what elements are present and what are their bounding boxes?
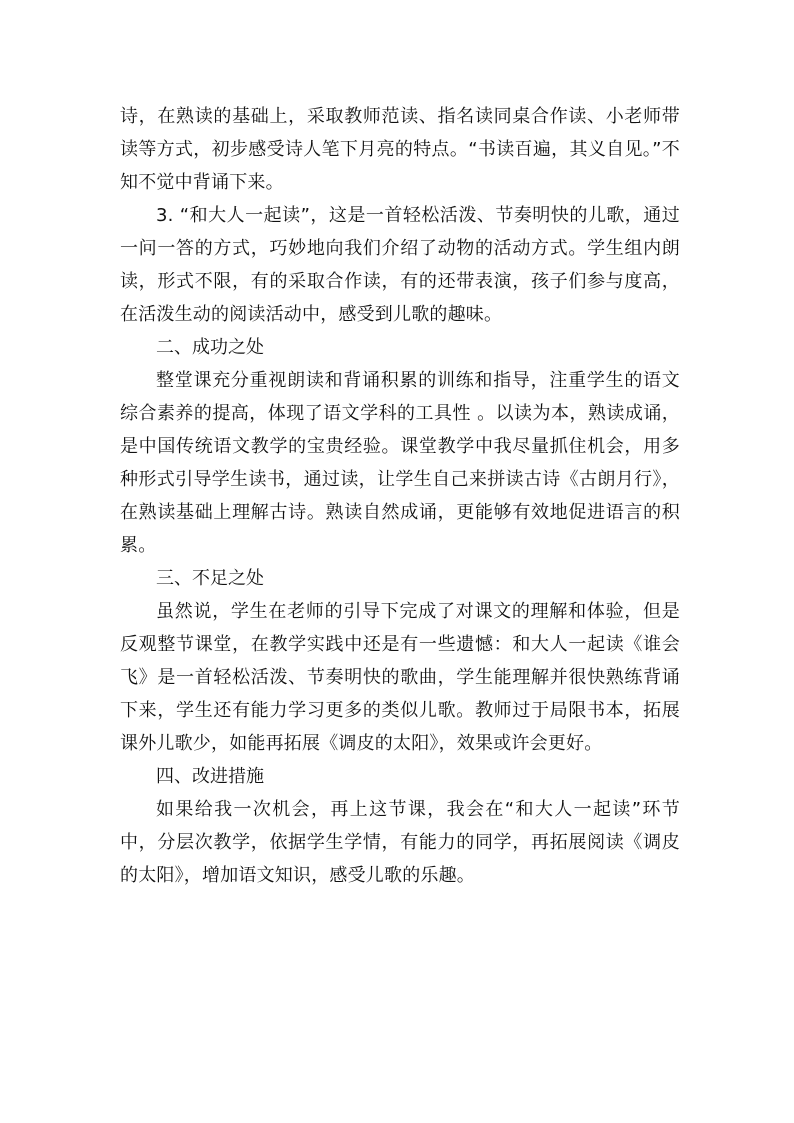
- section-heading-improvements: 四、改进措施: [156, 766, 264, 787]
- section-heading-shortcomings: 三、不足之处: [156, 568, 264, 589]
- paragraph-successes: 整堂课充分重视朗读和背诵积累的训练和指导，注重学生的语文综合素养的提高，体现了语文学科的工具性 。以读为本，熟读成诵，是中国传统语文教学的宝贵经验。课堂教学中我尽量抓住机会，用多种形式引导学生读书，通过读，让学生自己来拼读古诗《古朗月行》，在熟读基础上理解古诗。熟读自然成诵，更能够有效地促进语言的积累。: [120, 370, 680, 556]
- paragraph-reading-with-adults: 3. “和大人一起读”，这是一首轻松活泼、节奏明快的儿歌，通过一问一答的方式，巧妙地向我们介绍了动物的活动方式。学生组内朗读，形式不限，有的采取合作读，有的还带表演，孩子们参与度高，在活泼生动的阅读活动中，感受到儿歌的趣味。: [120, 205, 680, 325]
- paragraph-improvements: 如果给我一次机会，再上这节课，我会在“和大人一起读”环节中，分层次教学，依据学生学情，有能力的同学，再拓展阅读《调皮的太阳》，增加语文知识，感受儿歌的乐趣。: [120, 799, 680, 886]
- section-heading-successes: 二、成功之处: [156, 337, 264, 358]
- document-body: [120, 100, 680, 892]
- paragraph-continuation: 诗，在熟读的基础上，采取教师范读、指名读同桌合作读、小老师带读等方式，初步感受诗人笔下月亮的特点。“书读百遍，其义自见。”不知不觉中背诵下来。: [120, 106, 680, 193]
- paragraph-shortcomings: 虽然说，学生在老师的引导下完成了对课文的理解和体验，但是反观整节课堂，在教学实践中还是有一些遗憾：和大人一起读《谁会飞》是一首轻松活泼、节奏明快的歌曲，学生能理解并很快熟练背诵下来，学生还有能力学习更多的类似儿歌。教师过于局限书本，拓展课外儿歌少，如能再拓展《调皮的太阳》，效果或许会更好。: [120, 601, 680, 754]
